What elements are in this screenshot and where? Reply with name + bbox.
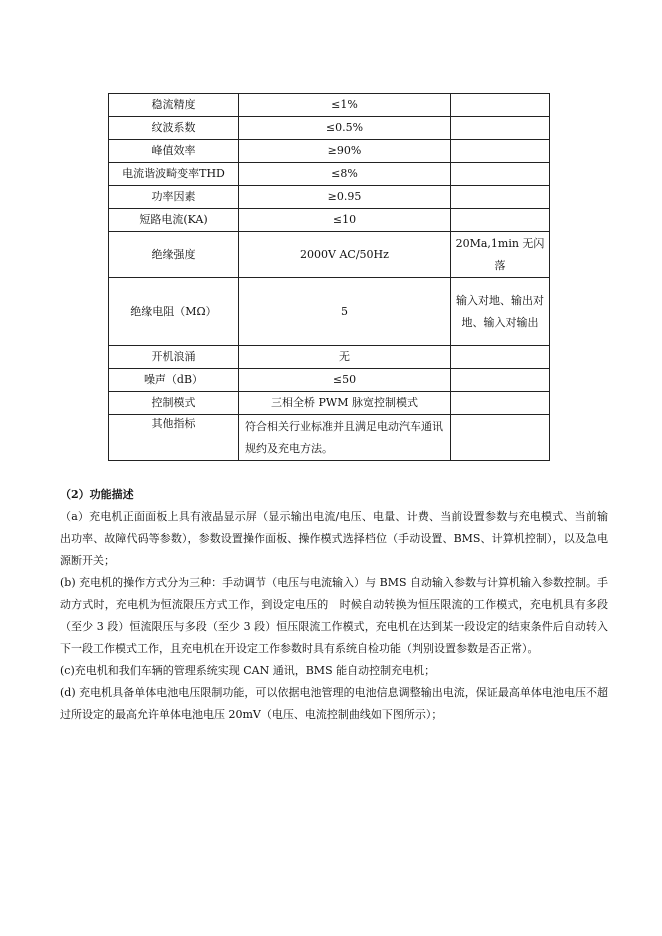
row-name: 纹波系数 xyxy=(109,117,239,140)
table-row xyxy=(109,232,550,278)
table-row xyxy=(109,117,550,140)
table-row xyxy=(109,392,550,415)
row-value: ≤50 xyxy=(239,369,451,392)
paragraph-b: (b) 充电机的操作方式分为三种：手动调节（电压与电流输入）与 BMS 自动输入参数与计算机输入参数控制。手动方式时，充电机为恒流限压方式工作，到设定电压的 时候自动转换为恒压限流的工作模式，充电机具有多段（至少 3 段）恒流限压与多段（至少 3 段）恒压限流工作模式，充电机在达到某一段设定的结束条件后自动转入下一段工作模式工作，且充电机在开设定工作参数时具有系统自检功能（判别设置参数是否正常）。 xyxy=(60,576,608,655)
row-name: 稳流精度 xyxy=(109,94,239,117)
row-note: 20Ma,1min 无闪落 xyxy=(451,232,550,278)
row-name: 功率因素 xyxy=(109,186,239,209)
row-name: 开机浪涌 xyxy=(109,346,239,369)
function-description xyxy=(60,484,608,726)
row-name: 绝缘强度 xyxy=(109,232,239,278)
row-note xyxy=(451,369,550,392)
row-value: 无 xyxy=(239,346,451,369)
row-value: ≤10 xyxy=(239,209,451,232)
row-value: ≤1% xyxy=(239,94,451,117)
row-note xyxy=(451,415,550,461)
row-value: ≥90% xyxy=(239,140,451,163)
table-row xyxy=(109,163,550,186)
row-value: 2000V AC/50Hz xyxy=(239,232,451,278)
row-value: 5 xyxy=(239,278,451,346)
row-value: 符合相关行业标准并且满足电动汽车通讯规约及充电方法。 xyxy=(239,415,451,461)
paragraph-c: (c)充电机和我们车辆的管理系统实现 CAN 通讯，BMS 能自动控制充电机； xyxy=(60,664,436,677)
row-note xyxy=(451,346,550,369)
row-note xyxy=(451,392,550,415)
row-value: ≤0.5% xyxy=(239,117,451,140)
paragraph-d: (d) 充电机具备单体电池电压限制功能，可以依据电池管理的电池信息调整输出电流，保证最高单体电池电压不超过所设定的最高允许单体电池电压 20mV（电压、电流控制曲线如下图所示）； xyxy=(60,686,608,721)
table-row xyxy=(109,209,550,232)
table-row xyxy=(109,186,550,209)
section-heading: （2）功能描述 xyxy=(60,488,134,501)
spec-table xyxy=(108,93,550,461)
row-name: 绝缘电阻（MΩ） xyxy=(109,278,239,346)
row-name: 其他指标 xyxy=(109,415,239,461)
row-name: 峰值效率 xyxy=(109,140,239,163)
paragraph-a: （a）充电机正面面板上具有液晶显示屏（显示输出电流/电压、电量、计费、当前设置参数与充电模式、当前输出功率、故障代码等参数），参数设置操作面板、操作模式选择档位（手动设置、BMS、计算机控制），以及急电源断开关； xyxy=(60,510,608,567)
row-name: 噪声（dB） xyxy=(109,369,239,392)
row-name: 电流谐波畸变率THD xyxy=(109,163,239,186)
table-row xyxy=(109,369,550,392)
row-name: 短路电流(KA) xyxy=(109,209,239,232)
row-value: 三相全桥 PWM 脉宽控制模式 xyxy=(239,392,451,415)
row-value: ≤8% xyxy=(239,163,451,186)
row-note: 输入对地、输出对地、输入对输出 xyxy=(451,278,550,346)
table-row xyxy=(109,140,550,163)
table-row xyxy=(109,346,550,369)
row-value: ≥0.95 xyxy=(239,186,451,209)
row-note xyxy=(451,186,550,209)
table-row xyxy=(109,278,550,346)
row-note xyxy=(451,209,550,232)
row-note xyxy=(451,163,550,186)
table-row xyxy=(109,94,550,117)
row-note xyxy=(451,117,550,140)
table-row xyxy=(109,415,550,461)
row-name: 控制模式 xyxy=(109,392,239,415)
row-note xyxy=(451,94,550,117)
row-note xyxy=(451,140,550,163)
